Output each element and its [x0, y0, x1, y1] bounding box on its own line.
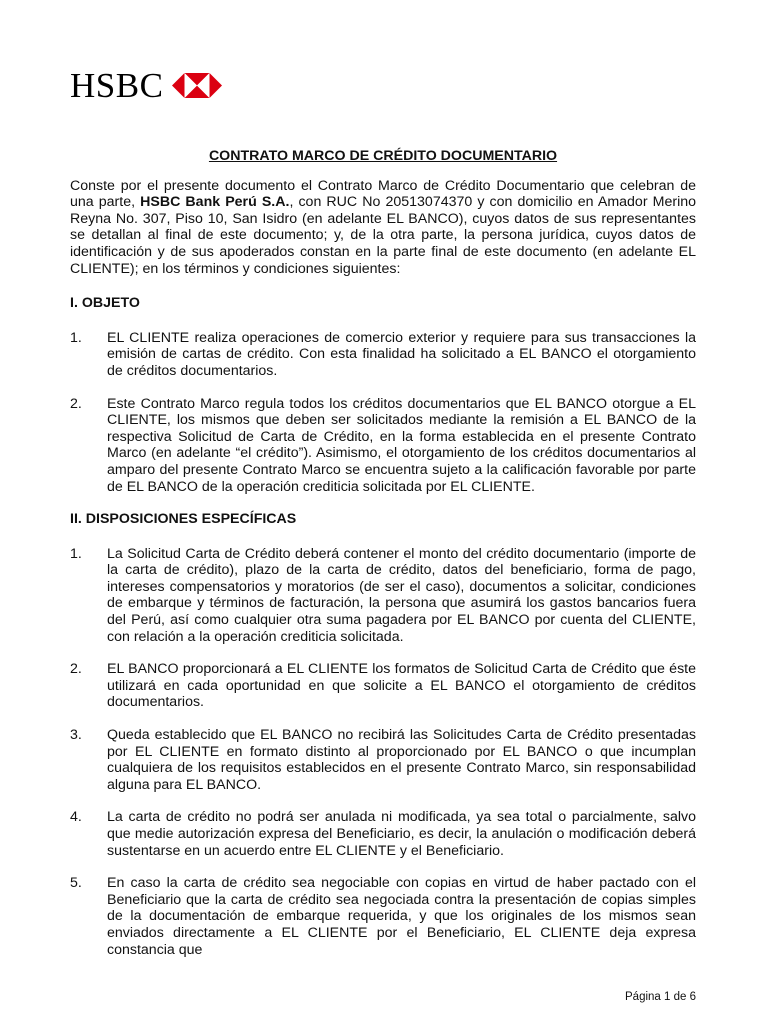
list-item — [70, 546, 696, 646]
list-item — [70, 330, 696, 380]
document-title: CONTRATO MARCO DE CRÉDITO DOCUMENTARIO — [208, 148, 558, 164]
item-text: EL CLIENTE realiza operaciones de comercio exterior y requiere para sus transacciones la emisión de cartas de crédito. Con esta finalidad ha solicitado a EL BANCO el otorgamiento de créditos documentarios. — [107, 329, 696, 379]
item-number: 4. — [70, 809, 82, 826]
item-number: 5. — [70, 875, 82, 892]
list-item — [70, 661, 696, 711]
item-text: La carta de crédito no podrá ser anulada ni modificada, ya sea total o parcialmente, salvo que medie autorización expresa del Beneficiario, es decir, la anulación o modificación deberá sustentarse en un acuerdo entre EL CLIENTE y el Beneficiario. — [107, 809, 696, 859]
item-number: 2. — [70, 661, 82, 678]
intro-before: Conste por el presente documento el Contrato Marco de Crédito Documentario que celebran de una parte, — [70, 177, 696, 211]
item-text: Queda establecido que EL BANCO no recibirá las Solicitudes Carta de Crédito presentadas por EL CLIENTE en formato distinto al proporcionado por EL BANCO o que incumplan cualquiera de los requisitos establecidos en el presente Contrato Marco, sin responsabilidad alguna para EL BANCO. — [107, 727, 696, 793]
page-number: Página 1 de 6 — [625, 991, 696, 1003]
list-item — [70, 875, 696, 958]
list-item — [70, 809, 696, 859]
item-number: 3. — [70, 727, 82, 744]
item-number: 1. — [70, 545, 82, 562]
bank-name: HSBC Bank Perú S.A. — [140, 194, 290, 211]
document-body — [70, 148, 696, 974]
intro-paragraph — [70, 178, 696, 278]
list-item — [70, 727, 696, 793]
item-text: En caso la carta de crédito sea negociable con copias en virtud de haber pactado con el Beneficiario que la carta de crédito sea negociada contra la presentación de copias simples de la documentación de embarque requerida, y que los originales de los mismos sean enviados directamente a EL CLIENTE por el Beneficiario, EL CLIENTE deja expresa constancia que — [107, 875, 696, 958]
section-heading-disposiciones: II. DISPOSICIONES ESPECÍFICAS — [70, 511, 297, 528]
item-number: 2. — [70, 395, 82, 412]
hsbc-hexagon-icon — [172, 73, 222, 98]
hsbc-logo — [70, 68, 222, 103]
item-number: 1. — [70, 329, 82, 346]
logo-text: HSBC — [70, 66, 164, 105]
item-text: Este Contrato Marco regula todos los créditos documentarios que EL BANCO otorgue a EL CLIENTE, los mismos que deben ser solicitados mediante la remisión a EL BANCO de la respectiva Solicitud de Carta de Crédito, en la forma establecida en el presente Contrato Marco (en adelante “el crédito”). Asimismo, el otorgamiento de los créditos documentarios al amparo del presente Contrato Marco se encuentra sujeto a la calificación favorable por parte de EL BANCO de la operación crediticia solicitada por EL CLIENTE. — [107, 395, 696, 495]
item-text: La Solicitud Carta de Crédito deberá contener el monto del crédito documentario (importe de la carta de crédito), plazo de la carta de crédito, datos del beneficiario, forma de pago, intereses compensatorios y moratorios (de ser el caso), documentos a solicitar, condiciones de embarque y términos de facturación, la persona que asumirá los gastos bancarios fuera del Perú, así como cualquier otra suma pagadera por EL BANCO por cuenta del CLIENTE, con relación a la operación crediticia solicitada. — [107, 545, 696, 645]
section-heading-objeto: I. OBJETO — [70, 295, 140, 312]
item-text: EL BANCO proporcionará a EL CLIENTE los formatos de Solicitud Carta de Crédito que éste utilizará en cada oportunidad en que solicite a EL BANCO el otorgamiento de créditos documentarios. — [107, 661, 696, 711]
intro-after: , con RUC No 20513074370 y con domicilio en Amador Merino Reyna No. 307, Piso 10, San Isidro (en adelante EL BANCO), cuyos datos de sus representantes se detallan al final de este documento; y, de la otra parte, la persona jurídica, cuyos datos de identificación y de sus apoderados constan en la parte final de este documento (en adelante EL CLIENTE); en los términos y condiciones siguientes: — [70, 194, 696, 277]
list-item — [70, 396, 696, 496]
